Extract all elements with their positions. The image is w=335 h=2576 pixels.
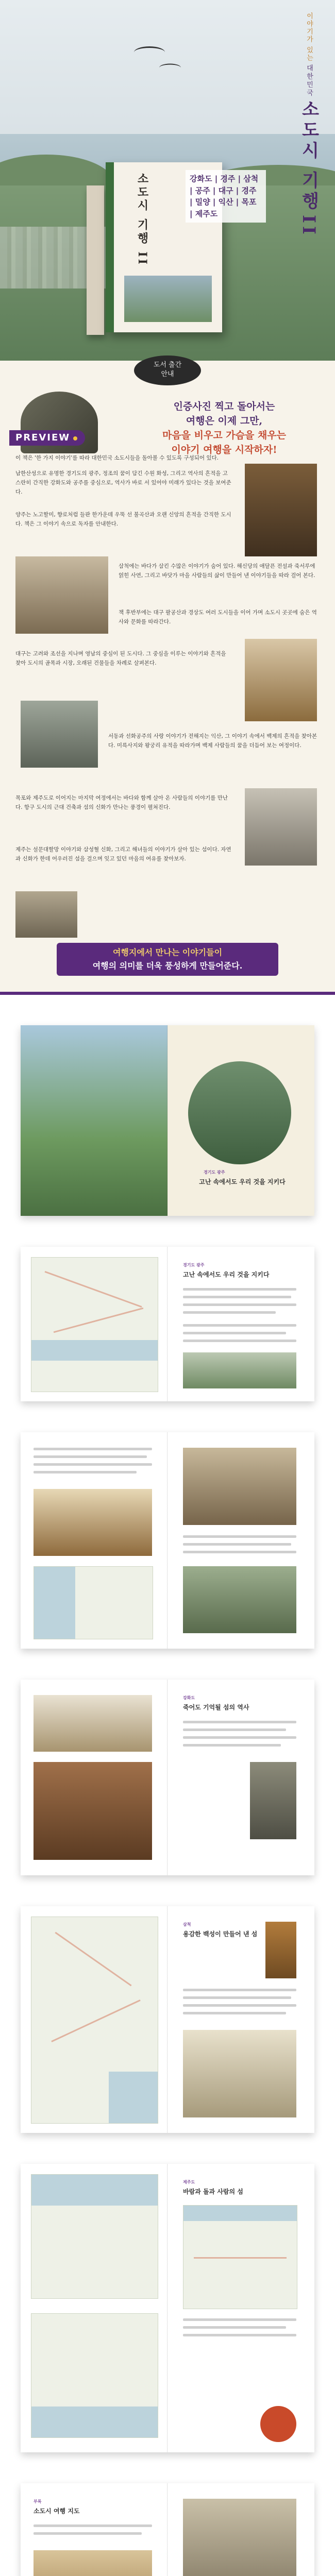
text-line: [34, 1463, 152, 1466]
headline-line: 인증사진 찍고 돌아서는: [173, 401, 275, 412]
text-line: [34, 1471, 137, 1473]
text-line: [183, 1535, 296, 1538]
spread-fold: [167, 1432, 168, 1649]
spread-fold: [167, 1247, 168, 1401]
map-image: [183, 2205, 297, 2309]
text-line: [183, 2334, 296, 2336]
spread-page: [21, 2164, 167, 2452]
text-line: [34, 1448, 152, 1450]
shrine-photo: [15, 556, 108, 634]
spread-page: [167, 1906, 314, 2133]
headline-line: 마음을 비우고 가슴을 채우는: [162, 430, 287, 441]
map-road: [54, 1308, 144, 1333]
text-line: [34, 1455, 147, 1458]
bell-photo: [245, 464, 317, 556]
pagoda-photo: [21, 701, 98, 768]
spread-page: [21, 2483, 167, 2576]
banner-line: 여행의 의미를 더욱 풍성하게 만들어준다.: [92, 961, 243, 971]
spread-small-photo: [183, 2030, 296, 2117]
spread-page: [167, 1680, 314, 1875]
stone-statue-photo: [245, 788, 317, 866]
text-line: [183, 2012, 286, 2014]
map-road: [194, 2257, 287, 2259]
text-line: [34, 2532, 142, 2535]
preview-label: PREVIEW: [15, 432, 71, 443]
spread-fold: [167, 2164, 168, 2452]
spread-page: [21, 1680, 167, 1875]
book-spread: [21, 2483, 314, 2576]
map-image: [31, 2174, 158, 2299]
map-image: [34, 1566, 153, 1639]
spread-section-label: 경기도 광주: [204, 1170, 225, 1175]
book-cover-image: [124, 276, 212, 322]
spread-photo-right: [183, 1566, 296, 1633]
map-image: [31, 2313, 158, 2438]
horse-statue-photo: [245, 639, 317, 721]
book-cover-title: 소도시 기행 II: [136, 173, 149, 266]
text-line: [183, 2004, 296, 2007]
intro-paragraph: 서동과 선화공주의 사랑 이야기가 전해지는 익산, 그 이야기 속에서 백제의 흔적을 찾아본다. 미륵사지와 왕궁리 유적을 따라가며 백제 사람들의 꿈을 더듬어 보는 여정이다.: [108, 733, 317, 749]
spread-building-photo: [34, 1489, 152, 1556]
map-image: [31, 1917, 158, 2124]
spread-section-title: 소도시 여행 지도: [34, 2507, 80, 2515]
text-line: [183, 1721, 296, 1723]
hero-cities: 강화도 | 경주 | 삼척 | 공주 | 대구 | 경주 | 밀양 | 익산 | 목포 | 제주도: [186, 170, 266, 223]
map-water: [109, 2072, 158, 2123]
map-water: [31, 2175, 158, 2206]
map-water: [34, 1567, 75, 1639]
map-road: [55, 1932, 131, 1987]
bird-icon: [134, 46, 165, 58]
spread-section-title: 고난 속에서도 우리 것을 지키다: [183, 1271, 270, 1278]
divider: [0, 992, 335, 995]
spread-photo-right: [183, 1448, 296, 1525]
map-road: [51, 1999, 140, 2042]
spread-fold: [167, 1906, 168, 2133]
intro-banner: [57, 943, 278, 976]
text-line: [183, 2318, 296, 2321]
intro-headline: [121, 399, 327, 457]
book-spread: [21, 1247, 314, 1401]
spread-page: [167, 1247, 314, 1401]
spread-fold: [167, 1680, 168, 1875]
text-line: [183, 1296, 291, 1298]
headline-line: 여행은 이제 그만,: [186, 415, 263, 427]
spread-photo-left: [34, 2550, 152, 2576]
hero-volume: II: [298, 215, 319, 238]
spread-section-label: 강화도: [183, 1696, 195, 1700]
spread-section-label: 제주도: [183, 2180, 195, 2184]
text-line: [183, 1340, 296, 1342]
spread-fold: [167, 2483, 168, 2576]
spread-page: [21, 1432, 167, 1649]
intro-paragraph: 제주는 설문대할망 이야기와 삼성혈 신화, 그리고 해녀들의 이야기가 살아 있는 섬이다. 자연과 신화가 한데 어우러진 섬을 걸으며 잊고 있던 마음의 여유를 찾아보자.: [15, 846, 231, 862]
text-line: [183, 1543, 291, 1546]
intro-paragraph: 양주는 노고할미, 향로처럼 들판 한가운데 우뚝 선 불곡산과 오랜 신앙의 흔적을 간직한 도시다. 책은 그 이야기 속으로 독자를 안내한다.: [15, 512, 231, 527]
text-line: [183, 1744, 281, 1747]
spread-section-label: 경기도 광주: [183, 1263, 205, 1267]
spread-small-photo: [250, 1762, 296, 1839]
lamp-photo: [15, 891, 77, 938]
dot-icon: [73, 436, 77, 440]
bird-icon: [159, 63, 181, 72]
text-line: [183, 1311, 276, 1314]
text-line: [183, 2326, 286, 2329]
text-line: [183, 1736, 296, 1739]
hero-section: [0, 0, 335, 361]
intro-paragraph: 책 후반부에는 대구 팔공산과 경상도 여러 도시들을 이어 가며 소도시 곳곳에 숨은 역사와 문화를 따라간다.: [119, 609, 317, 625]
map-image: [31, 1257, 158, 1392]
spread-page: [167, 2164, 314, 2452]
text-line: [183, 1728, 286, 1731]
text-line: [183, 1551, 296, 1553]
spread-small-photo: [183, 1352, 296, 1388]
spread-photo-right: [183, 2499, 296, 2576]
text-line: [34, 2524, 152, 2527]
lantern-photo: [265, 1922, 296, 1978]
hero-brand-tag: 이야기가 있는: [305, 12, 313, 62]
badge-line: 안내: [161, 370, 174, 378]
spread-page: [167, 2483, 314, 2576]
spread-photo: [21, 1025, 167, 1216]
hero-title: 소도시 기행: [298, 100, 319, 213]
intro-paragraph: 남한산성으로 유명한 경기도의 광주, 정조의 꿈이 담긴 수원 화성, 그리고 역사의 흔적을 고스란히 간직한 강화도와 공주를 중심으로, 역사가 바로 서 있어야 미래가 있다는 것을 보여준다.: [15, 470, 231, 495]
book-spine: [87, 185, 104, 335]
spread-page: [167, 1025, 314, 1216]
hero-title-block: [296, 12, 322, 238]
book-spread: [21, 1906, 314, 2133]
intro-paragraph: 목포와 제주도로 이어지는 마지막 여정에서는 바다와 함께 살아 온 사람들의 이야기를 만난다. 항구 도시의 근대 건축과 섬의 신화가 만나는 풍경이 펼쳐진다.: [15, 795, 228, 810]
spread-section-title: 바람과 돌과 사람의 섬: [183, 2188, 243, 2195]
headline-line: 이야기 여행을 시작하자!: [171, 444, 277, 455]
intro-paragraph: 삼척에는 바다가 삼킨 수많은 이야기가 숨어 있다. 해신당의 애달픈 전설과 죽서루에 얽힌 사연, 그리고 바닷가 마을 사람들의 삶이 만들어 낸 이야기들을 따라 걸어 본다.: [119, 563, 315, 579]
hero-series: 대한민국: [305, 64, 313, 98]
text-line: [183, 1996, 291, 1999]
spread-section-title: 용감한 백성이 만들어 낸 섬: [183, 1930, 258, 1938]
spread-section-title: 죽어도 기억될 섬의 역사: [183, 1704, 249, 1711]
spread-page: [21, 1906, 167, 2133]
book-spread: [21, 2164, 314, 2452]
spread-fold: [167, 1025, 168, 1216]
badge-line: 도서 출간: [153, 361, 182, 369]
text-line: [183, 1332, 286, 1334]
map-road: [45, 1271, 142, 1308]
map-water: [31, 2406, 158, 2437]
text-line: [183, 1303, 296, 1306]
map-water: [183, 2206, 297, 2221]
text-line: [183, 1324, 296, 1327]
spread-page: [167, 1432, 314, 1649]
intro-paragraph: 이 책은 '한 가지 이야기'를 따라 대한민국 소도시들을 돌아볼 수 있도록 구성되어 있다.: [15, 455, 219, 461]
map-water: [31, 1340, 158, 1361]
spread-section-label: 부록: [34, 2499, 42, 2504]
new-release-badge: [134, 355, 201, 385]
text-line: [183, 1288, 296, 1291]
spread-circle-photo: [188, 1061, 291, 1164]
book-spread: [21, 1025, 314, 1216]
spread-section-label: 삼척: [183, 1922, 191, 1927]
spread-photo-left: [34, 1762, 152, 1860]
spread-section-title: 고난 속에서도 우리 것을 지키다: [199, 1178, 286, 1185]
intro-paragraph: 대구는 고려와 조선을 지나며 영남의 중심이 된 도시다. 그 중심을 이루는 이야기와 흔적을 찾아 도시의 골목과 시장, 오래된 건물들을 차례로 살펴본다.: [15, 651, 226, 666]
spread-page: [21, 1247, 167, 1401]
book-spread: [21, 1432, 314, 1649]
book-spread: [21, 1680, 314, 1875]
stamp-icon: [260, 2406, 296, 2442]
banner-line: 여행지에서 만나는 이야기들이: [112, 947, 223, 957]
spread-photo-left: [34, 1695, 152, 1752]
text-line: [183, 1989, 296, 1991]
preview-tab: [9, 430, 85, 446]
